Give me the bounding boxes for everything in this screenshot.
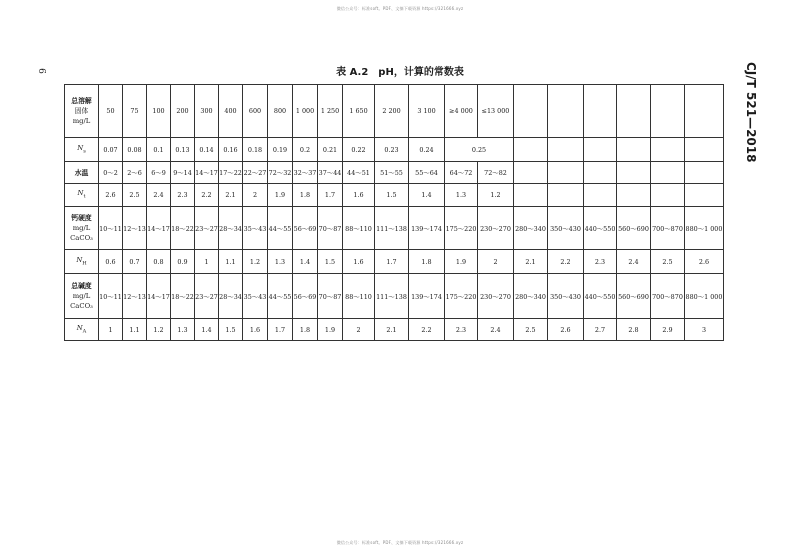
tds-cell: 800 — [268, 85, 293, 138]
label-tds — [65, 85, 99, 138]
nt-cell: 1.3 — [445, 184, 478, 207]
hardness-cell: 28～34 — [219, 207, 243, 250]
na-cell: 2 — [343, 319, 375, 341]
temp-cell: 51～55 — [375, 162, 409, 184]
nt-cell: 1.6 — [343, 184, 375, 207]
ns-cell: 0.23 — [375, 138, 409, 162]
empty-cell — [617, 184, 651, 207]
alk-cell: 175～220 — [445, 274, 478, 319]
alk-cell: 18～22 — [171, 274, 195, 319]
alk-cell: 88～110 — [343, 274, 375, 319]
alk-cell: 230～270 — [478, 274, 514, 319]
temp-cell: 64～72 — [445, 162, 478, 184]
nh-cell: 2 — [478, 250, 514, 274]
empty-cell — [514, 162, 548, 184]
tds-cell: 600 — [243, 85, 268, 138]
hardness-cell: 14～17 — [147, 207, 171, 250]
na-cell: 1.4 — [195, 319, 219, 341]
table-row — [65, 274, 724, 319]
ns-cell: 0.14 — [195, 138, 219, 162]
temp-cell: 2～6 — [123, 162, 147, 184]
empty-cell — [514, 138, 548, 162]
label-temp — [65, 162, 99, 184]
standard-code: CJ/T 521—2018 — [744, 62, 758, 163]
label-alkalinity-line: mg/L — [72, 292, 91, 300]
empty-cell — [548, 138, 584, 162]
label-hardness — [65, 207, 99, 250]
alk-cell: 14～17 — [147, 274, 171, 319]
label-ns: $N_s$ — [65, 138, 99, 162]
na-cell: 2.2 — [409, 319, 445, 341]
ns-cell: 0.24 — [409, 138, 445, 162]
ns-cell: 0.18 — [243, 138, 268, 162]
na-cell: 1.8 — [293, 319, 318, 341]
empty-cell — [548, 85, 584, 138]
na-cell: 3 — [685, 319, 724, 341]
table-row — [65, 319, 724, 341]
alk-cell: 28～34 — [219, 274, 243, 319]
nt-cell: 2.6 — [99, 184, 123, 207]
empty-cell — [514, 85, 548, 138]
hardness-cell: 10～11 — [99, 207, 123, 250]
tds-cell: 1 650 — [343, 85, 375, 138]
nt-cell: 2.4 — [147, 184, 171, 207]
temp-cell: 9～14 — [171, 162, 195, 184]
alk-cell: 12～13 — [123, 274, 147, 319]
nh-cell: 1.4 — [293, 250, 318, 274]
empty-cell — [651, 162, 685, 184]
tds-cell: 200 — [171, 85, 195, 138]
alk-cell: 139～174 — [409, 274, 445, 319]
alk-cell: 70～87 — [318, 274, 343, 319]
na-cell: 1.5 — [219, 319, 243, 341]
ns-cell: 0.2 — [293, 138, 318, 162]
label-nt: $N_t$ — [65, 184, 99, 207]
tds-cell: 1 000 — [293, 85, 318, 138]
nt-cell: 1.2 — [478, 184, 514, 207]
watermark-bottom: 微信公众号：标准soft。PDF、文摘下载资源 https://321666.xyz — [336, 540, 464, 545]
hardness-cell: 23～27 — [195, 207, 219, 250]
ns-cell: 0.1 — [147, 138, 171, 162]
table-row — [65, 250, 724, 274]
na-cell: 1 — [99, 319, 123, 341]
hardness-cell: 35～43 — [243, 207, 268, 250]
alk-cell: 56～69 — [293, 274, 318, 319]
tds-cell: 50 — [99, 85, 123, 138]
na-cell: 2.5 — [514, 319, 548, 341]
alk-cell: 44～55 — [268, 274, 293, 319]
na-cell: 1.7 — [268, 319, 293, 341]
nt-cell: 2.1 — [219, 184, 243, 207]
table-row — [65, 162, 724, 184]
empty-cell — [548, 184, 584, 207]
empty-cell — [685, 85, 724, 138]
label-na: $N_A$ — [65, 319, 99, 341]
hardness-cell: 230～270 — [478, 207, 514, 250]
table-row — [65, 85, 724, 138]
tds-cell: 3 100 — [409, 85, 445, 138]
ns-cell: 0.19 — [268, 138, 293, 162]
temp-cell: 72～82 — [478, 162, 514, 184]
empty-cell — [584, 85, 617, 138]
hardness-cell: 18～22 — [171, 207, 195, 250]
alk-cell: 700～870 — [651, 274, 685, 319]
label-tds-line: mg/L — [72, 117, 91, 125]
na-cell: 1.1 — [123, 319, 147, 341]
empty-cell — [548, 162, 584, 184]
hardness-cell: 350～430 — [548, 207, 584, 250]
nh-cell: 1.2 — [243, 250, 268, 274]
na-cell: 1.9 — [318, 319, 343, 341]
hardness-cell: 440～550 — [584, 207, 617, 250]
temp-cell: 44～51 — [343, 162, 375, 184]
nh-cell: 1.3 — [268, 250, 293, 274]
empty-cell — [617, 138, 651, 162]
label-alkalinity-line: CaCO₃ — [70, 302, 93, 310]
tds-cell: ≥4 000 — [445, 85, 478, 138]
alk-cell: 10～11 — [99, 274, 123, 319]
tds-cell: ≤13 000 — [478, 85, 514, 138]
alk-cell: 280～340 — [514, 274, 548, 319]
ns-cell: 0.25 — [445, 138, 514, 162]
empty-cell — [685, 138, 724, 162]
nt-cell: 1.5 — [375, 184, 409, 207]
empty-cell — [651, 85, 685, 138]
temp-cell: 17～22 — [219, 162, 243, 184]
na-cell: 1.6 — [243, 319, 268, 341]
table-row — [65, 138, 724, 162]
empty-cell — [584, 184, 617, 207]
label-hardness-line: 钙硬度 — [71, 214, 92, 222]
hardness-cell: 88～110 — [343, 207, 375, 250]
nt-cell: 1.7 — [318, 184, 343, 207]
table-row — [65, 207, 724, 250]
nh-cell: 1.5 — [318, 250, 343, 274]
hardness-cell: 111～138 — [375, 207, 409, 250]
tds-cell: 100 — [147, 85, 171, 138]
ns-cell: 0.07 — [99, 138, 123, 162]
na-cell: 1.3 — [171, 319, 195, 341]
label-alkalinity-line: 总碱度 — [71, 282, 92, 290]
na-cell: 2.1 — [375, 319, 409, 341]
temp-cell: 72～32 — [268, 162, 293, 184]
empty-cell — [651, 184, 685, 207]
nt-cell: 1.4 — [409, 184, 445, 207]
nt-cell: 1.8 — [293, 184, 318, 207]
tds-cell: 300 — [195, 85, 219, 138]
label-alkalinity — [65, 274, 99, 319]
nh-cell: 1.1 — [219, 250, 243, 274]
empty-cell — [617, 85, 651, 138]
hardness-cell: 139～174 — [409, 207, 445, 250]
ns-cell: 0.13 — [171, 138, 195, 162]
nh-cell: 0.9 — [171, 250, 195, 274]
nh-cell: 0.7 — [123, 250, 147, 274]
nh-cell: 2.4 — [617, 250, 651, 274]
ns-cell: 0.22 — [343, 138, 375, 162]
nt-cell: 2 — [243, 184, 268, 207]
na-cell: 2.8 — [617, 319, 651, 341]
nt-cell: 1.9 — [268, 184, 293, 207]
nt-cell: 2.2 — [195, 184, 219, 207]
temp-cell: 55～64 — [409, 162, 445, 184]
nh-cell: 1.7 — [375, 250, 409, 274]
constants-table — [64, 84, 724, 341]
empty-cell — [617, 162, 651, 184]
nh-cell: 0.8 — [147, 250, 171, 274]
nh-cell: 2.2 — [548, 250, 584, 274]
nh-cell: 2.6 — [685, 250, 724, 274]
na-cell: 2.6 — [548, 319, 584, 341]
na-cell: 1.2 — [147, 319, 171, 341]
table-title: 表 A.2 pH，计算的常数表 — [336, 67, 464, 78]
tds-cell: 1 250 — [318, 85, 343, 138]
hardness-cell: 280～340 — [514, 207, 548, 250]
page-number: 6 — [35, 68, 46, 74]
ns-cell: 0.21 — [318, 138, 343, 162]
tds-cell: 75 — [123, 85, 147, 138]
hardness-cell: 560～690 — [617, 207, 651, 250]
label-tds-line: 固体 — [74, 107, 89, 115]
empty-cell — [651, 138, 685, 162]
label-tds-line: 总溶解 — [71, 97, 92, 105]
tds-cell: 2 200 — [375, 85, 409, 138]
empty-cell — [514, 184, 548, 207]
temp-cell: 14～17 — [195, 162, 219, 184]
nh-cell: 1.6 — [343, 250, 375, 274]
ns-cell: 0.08 — [123, 138, 147, 162]
hardness-cell: 700～870 — [651, 207, 685, 250]
na-cell: 2.4 — [478, 319, 514, 341]
temp-cell: 22～27 — [243, 162, 268, 184]
alk-cell: 35～43 — [243, 274, 268, 319]
empty-cell — [685, 162, 724, 184]
watermark-top: 微信公众号：标准soft。PDF、文摘下载资源 https://321666.xyz — [336, 6, 464, 11]
alk-cell: 350～430 — [548, 274, 584, 319]
label-nh: $N_H$ — [65, 250, 99, 274]
temp-cell: 32～37 — [293, 162, 318, 184]
nh-cell: 2.3 — [584, 250, 617, 274]
nh-cell: 1.9 — [445, 250, 478, 274]
hardness-cell: 56～69 — [293, 207, 318, 250]
nh-cell: 2.5 — [651, 250, 685, 274]
tds-cell: 400 — [219, 85, 243, 138]
nh-cell: 2.1 — [514, 250, 548, 274]
hardness-cell: 880～1 000 — [685, 207, 724, 250]
temp-cell: 37～44 — [318, 162, 343, 184]
label-temp-line: 水温 — [74, 168, 89, 177]
temp-cell: 0～2 — [99, 162, 123, 184]
alk-cell: 23～27 — [195, 274, 219, 319]
na-cell: 2.3 — [445, 319, 478, 341]
label-hardness-line: mg/L — [72, 224, 91, 232]
hardness-cell: 175～220 — [445, 207, 478, 250]
hardness-cell: 70～87 — [318, 207, 343, 250]
nh-cell: 1 — [195, 250, 219, 274]
alk-cell: 440～550 — [584, 274, 617, 319]
temp-cell: 6～9 — [147, 162, 171, 184]
nh-cell: 0.6 — [99, 250, 123, 274]
na-cell: 2.9 — [651, 319, 685, 341]
nt-cell: 2.5 — [123, 184, 147, 207]
table-row — [65, 184, 724, 207]
empty-cell — [584, 138, 617, 162]
nh-cell: 1.8 — [409, 250, 445, 274]
alk-cell: 560～690 — [617, 274, 651, 319]
ns-cell: 0.16 — [219, 138, 243, 162]
empty-cell — [685, 184, 724, 207]
alk-cell: 111～138 — [375, 274, 409, 319]
label-hardness-line: CaCO₃ — [70, 234, 93, 242]
hardness-cell: 44～55 — [268, 207, 293, 250]
nt-cell: 2.3 — [171, 184, 195, 207]
na-cell: 2.7 — [584, 319, 617, 341]
empty-cell — [584, 162, 617, 184]
hardness-cell: 12～13 — [123, 207, 147, 250]
alk-cell: 880～1 000 — [685, 274, 724, 319]
